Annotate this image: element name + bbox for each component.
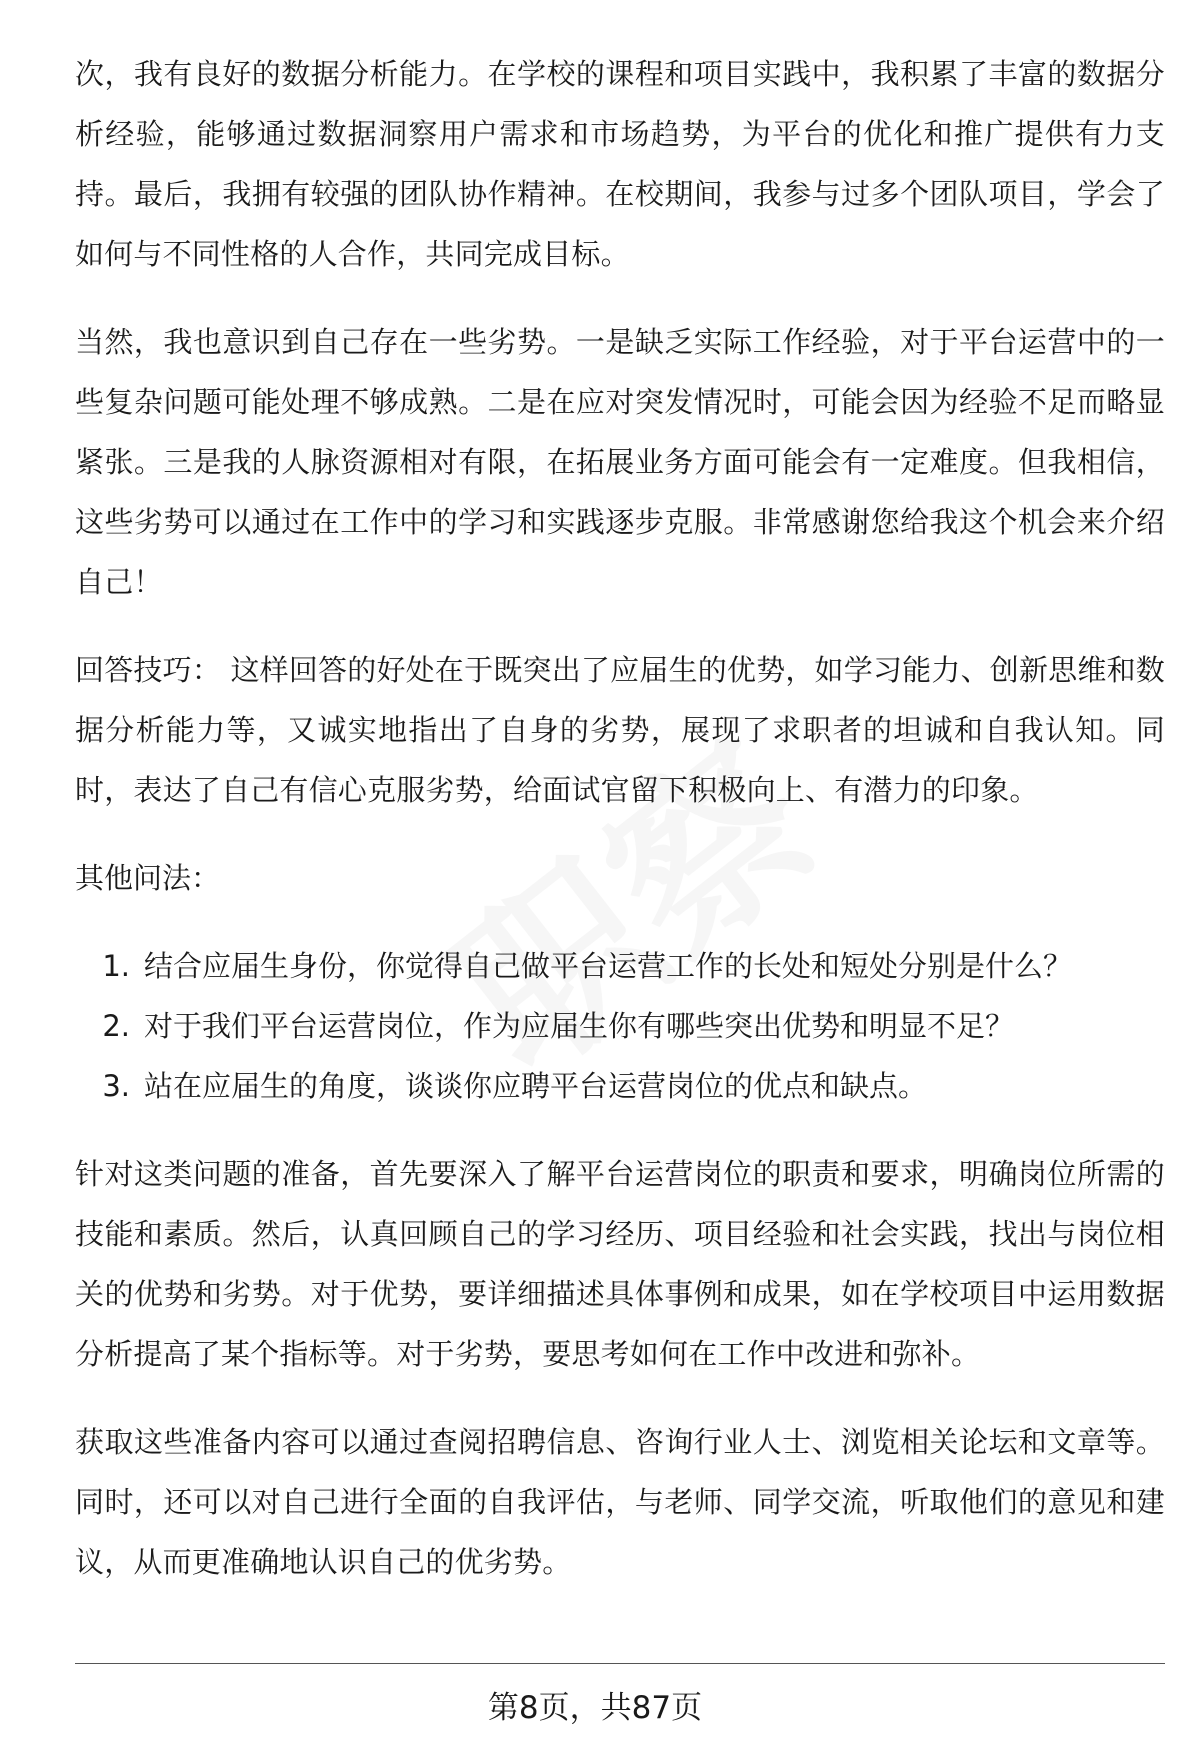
list-item-text: 对于我们平台运营岗位，作为应届生你有哪些突出优势和明显不足？	[144, 1009, 1015, 1043]
paragraph-strengths: 次，我有良好的数据分析能力。在学校的课程和项目实践中，我积累了丰富的数据分析经验，能够通过数据洞察用户需求和市场趋势，为平台的优化和推广提供有力支持。最后，我拥有较强的团队协作精神。在校期间，我参与过多个团队项目，学会了如何与不同性格的人合作，共同完成目标。	[75, 57, 1165, 271]
list-item	[75, 1056, 1165, 1116]
footer-divider	[75, 1663, 1165, 1664]
document-body	[75, 44, 1165, 1620]
paragraph-sources: 获取这些准备内容可以通过查阅招聘信息、咨询行业人士、浏览相关论坛和文章等。同时，还可以对自己进行全面的自我评估，与老师、同学交流，听取他们的意见和建议，从而更准确地认识自己的优劣势。	[75, 1425, 1165, 1579]
other-questions-list	[75, 936, 1165, 1116]
paragraph-preparation: 针对这类问题的准备，首先要深入了解平台运营岗位的职责和要求，明确岗位所需的技能和素质。然后，认真回顾自己的学习经历、项目经验和社会实践，找出与岗位相关的优势和劣势。对于优势，要详细描述具体事例和成果，如在学校项目中运用数据分析提高了某个指标等。对于劣势，要思考如何在工作中改进和弥补。	[75, 1157, 1165, 1371]
other-questions-heading: 其他问法：	[75, 861, 221, 895]
paragraph-answer-tips: 回答技巧： 这样回答的好处在于既突出了应届生的优势，如学习能力、创新思维和数据分析能力等，又诚实地指出了自身的劣势，展现了求职者的坦诚和自我认知。同时，表达了自己有信心克服劣势，给面试官留下积极向上、有潜力的印象。	[75, 653, 1165, 807]
list-item-number: 1.	[102, 949, 130, 983]
page-number: 第8页，共87页	[487, 1690, 703, 1726]
list-item-text: 结合应届生身份，你觉得自己做平台运营工作的长处和短处分别是什么？	[144, 949, 1073, 983]
list-item-number: 2.	[102, 1009, 130, 1043]
list-item-text: 站在应届生的角度，谈谈你应聘平台运营岗位的优点和缺点。	[144, 1069, 928, 1103]
list-item	[75, 996, 1165, 1056]
paragraph-weaknesses: 当然，我也意识到自己存在一些劣势。一是缺乏实际工作经验，对于平台运营中的一些复杂问题可能处理不够成熟。二是在应对突发情况时，可能会因为经验不足而略显紧张。三是我的人脉资源相对有限，在拓展业务方面可能会有一定难度。但我相信，这些劣势可以通过在工作中的学习和实践逐步克服。非常感谢您给我这个机会来介绍自己！	[75, 325, 1165, 599]
list-item	[75, 936, 1165, 996]
list-item-number: 3.	[102, 1069, 130, 1103]
